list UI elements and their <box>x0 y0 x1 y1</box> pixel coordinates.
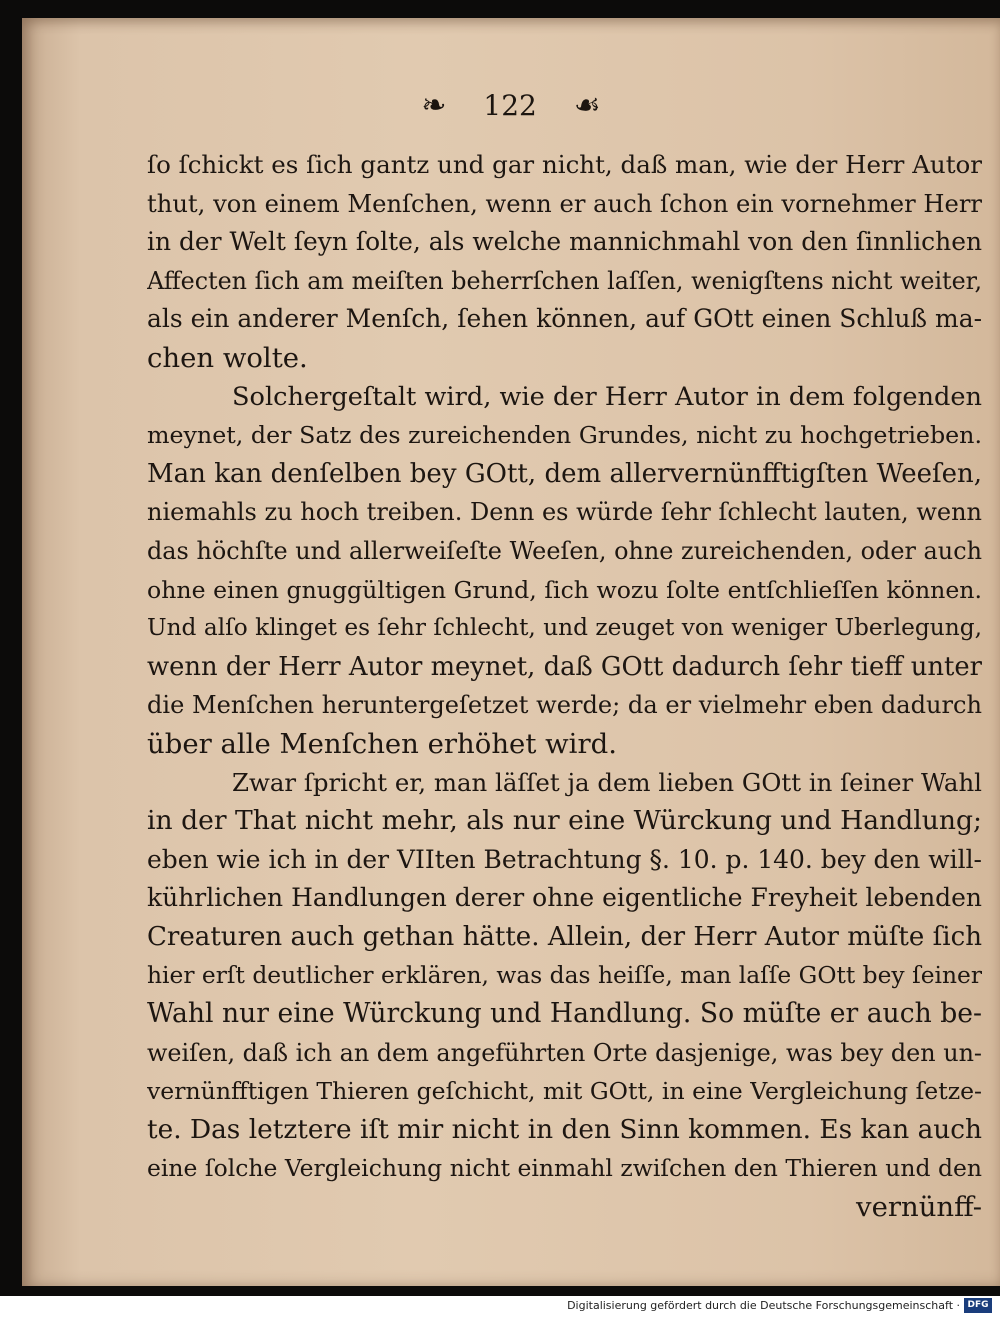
text-line: über alle Menſchen erhöhet wird. <box>147 727 617 760</box>
catchword: vernünff- <box>856 1191 982 1224</box>
digitization-footer <box>0 1296 1000 1317</box>
text-line: niemahls zu hoch treiben. Denn es würde ſehr ſchlecht lauten, wenn <box>147 498 982 527</box>
book-page <box>22 18 1000 1286</box>
funding-credit: Digitalisierung gefördert durch die Deutsche Forschungsgemeinschaft · <box>567 1299 960 1312</box>
text-line: ohne einen gnuggültigen Grund, ſich wozu ſolte entſchlieſſen können. <box>147 575 982 604</box>
dfg-logo: DFG <box>964 1298 992 1313</box>
text-line: als ein anderer Menſch, ſehen können, auf GOtt einen Schluß ma- <box>147 304 982 334</box>
text-line: Wahl nur eine Würckung und Handlung. So müſte er auch be- <box>147 998 982 1030</box>
text-line: chen wolte. <box>147 341 308 374</box>
paragraph-start-line: Zwar ſpricht er, man läſſet ja dem lieben GOtt in ſeiner Wahl <box>232 767 982 797</box>
text-line: eben wie ich in der VIIten Betrachtung §. 10. p. 140. bey den will- <box>147 844 982 874</box>
text-line: meynet, der Satz des zureichenden Grundes, nicht zu hochgetrieben. <box>147 421 982 450</box>
text-line: Und alſo klinget es ſehr ſchlecht, und zeuget von weniger Uberlegung, <box>147 614 982 642</box>
ornament-right-icon: ☙ <box>573 88 601 123</box>
text-line: weiſen, daß ich an dem angeführten Orte dasjenige, was bey den un- <box>147 1038 982 1067</box>
text-line: wenn der Herr Autor meynet, daß GOtt dadurch ſehr tieff unter <box>147 651 982 682</box>
paragraph-start-line: Solchergeſtalt wird, wie der Herr Autor in dem folgenden <box>232 381 982 412</box>
text-line: Affecten ſich am meiſten beherrſchen laſſen, wenigſtens nicht weiter, <box>147 266 982 295</box>
text-line: te. Das letztere iſt mir nicht in den Sinn kommen. Es kan auch <box>147 1114 982 1145</box>
page-header <box>22 88 1000 123</box>
text-line: vernünfftigen Thieren geſchicht, mit GOtt, in eine Vergleichung ſetze- <box>147 1077 982 1106</box>
ornament-left-icon: ❧ <box>421 88 447 123</box>
text-line: die Menſchen heruntergeſetzet werde; da er vielmehr eben dadurch <box>147 691 982 720</box>
body-text <box>147 146 982 1227</box>
text-line: das höchſte und allerweiſeſte Weeſen, ohne zureichenden, oder auch <box>147 536 982 565</box>
text-line: in der Welt ſeyn ſolte, als welche mannichmahl von den ſinnlichen <box>147 227 982 257</box>
page-number: 122 <box>483 89 537 122</box>
text-line: Creaturen auch gethan hätte. Allein, der Herr Autor müſte ſich <box>147 921 982 952</box>
text-line: ſo ſchickt es ſich gantz und gar nicht, daß man, wie der Herr Autor <box>147 150 982 179</box>
text-line: kührlichen Handlungen derer ohne eigentliche Freyheit lebenden <box>147 883 982 913</box>
text-line: eine ſolche Vergleichung nicht einmahl zwiſchen den Thieren und den <box>147 1154 982 1183</box>
text-line: Man kan denſelben bey GOtt, dem allervernünfftigſten Weeſen, <box>147 458 982 489</box>
text-line: thut, von einem Menſchen, wenn er auch ſchon ein vornehmer Herr <box>147 189 982 218</box>
text-line: hier erſt deutlicher erklären, was das heiſſe, man laſſe GOtt bey ſeiner <box>147 961 982 990</box>
text-line: in der That nicht mehr, als nur eine Würckung und Handlung; <box>147 805 982 837</box>
